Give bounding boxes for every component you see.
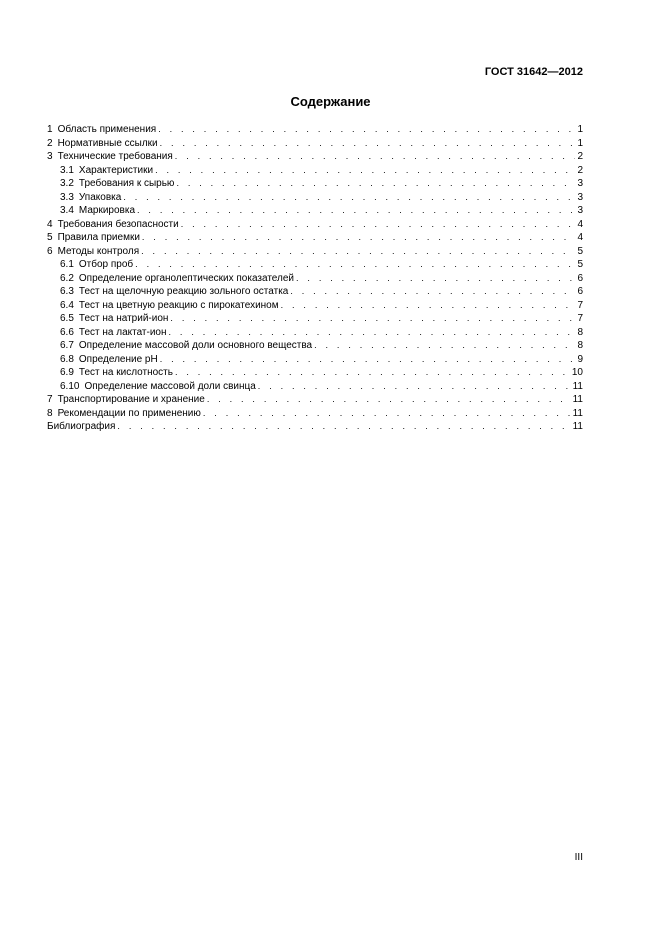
toc-entry-label: Область применения	[57, 124, 157, 135]
toc-entry[interactable]	[47, 245, 583, 259]
toc-entry-page: 11	[572, 394, 583, 405]
toc-entry[interactable]	[47, 339, 583, 353]
toc-entry-label: Тест на натрий-ион	[78, 313, 169, 324]
toc-entry-label: Упаковка	[78, 191, 122, 203]
toc-entry-page: 7	[577, 299, 583, 311]
toc-entry-number: 6.3	[60, 286, 74, 297]
toc-entry-number: 6	[47, 245, 53, 257]
toc-entry-page: 6	[577, 286, 583, 297]
toc-dot-leader	[203, 407, 571, 421]
toc-entry-number: 6.2	[60, 272, 74, 284]
toc-dot-leader	[181, 218, 576, 232]
toc-entry-page: 1	[577, 137, 583, 149]
toc-dot-leader	[296, 272, 575, 286]
toc-entry-number: 3.1	[60, 164, 74, 176]
toc-dot-leader	[117, 420, 570, 434]
toc-entry-page: 4	[577, 232, 583, 243]
toc-entry-number: 6.1	[60, 259, 74, 270]
toc-entry[interactable]	[47, 123, 583, 137]
toc-entry[interactable]	[47, 150, 583, 164]
toc-entry[interactable]	[47, 231, 583, 245]
table-of-contents	[47, 123, 583, 434]
toc-entry-page: 11	[572, 421, 583, 432]
toc-entry-number: 6.10	[60, 380, 80, 392]
toc-entry[interactable]	[47, 420, 583, 434]
toc-entry-number: 6.7	[60, 340, 74, 351]
toc-dot-leader	[290, 285, 575, 299]
toc-dot-leader	[142, 231, 576, 245]
toc-entry-page: 2	[577, 151, 583, 162]
toc-dot-leader	[155, 164, 575, 178]
toc-dot-leader	[176, 177, 575, 191]
toc-entry-number: 6.5	[60, 313, 74, 324]
toc-entry-page: 8	[577, 326, 583, 338]
toc-entry-label: Характеристики	[78, 164, 154, 176]
toc-entry-number: 4	[47, 218, 53, 230]
toc-dot-leader	[169, 326, 576, 340]
toc-entry[interactable]	[47, 299, 583, 313]
toc-dot-leader	[123, 191, 575, 205]
toc-entry[interactable]	[47, 258, 583, 272]
toc-entry[interactable]	[47, 191, 583, 205]
toc-title: Содержание	[290, 94, 371, 109]
toc-entry-label: Нормативные ссылки	[57, 137, 158, 149]
toc-entry-number: 6.9	[60, 367, 74, 378]
toc-entry[interactable]	[47, 164, 583, 178]
toc-entry-label: Определение массовой доли основного вещества	[78, 340, 313, 351]
toc-entry-page: 9	[577, 353, 583, 365]
toc-entry-number: 6.4	[60, 299, 74, 311]
toc-entry-page: 10	[571, 367, 583, 378]
page-number: III	[574, 852, 583, 863]
toc-entry[interactable]	[47, 177, 583, 191]
toc-entry-label: Транспортирование и хранение	[57, 394, 205, 405]
toc-entry-label: Отбор проб	[78, 259, 134, 270]
document-standard-code: ГОСТ 31642—2012	[484, 66, 583, 78]
toc-entry[interactable]	[47, 204, 583, 218]
toc-entry-number: 3	[47, 151, 53, 162]
toc-dot-leader	[175, 366, 570, 380]
toc-entry-page: 3	[577, 178, 583, 189]
toc-entry-page: 5	[577, 245, 583, 257]
toc-entry-label: Определение pH	[78, 353, 158, 365]
toc-dot-leader	[258, 380, 571, 394]
toc-entry-label: Методы контроля	[57, 245, 140, 257]
toc-entry-number: 3.4	[60, 205, 74, 216]
toc-entry[interactable]	[47, 137, 583, 151]
toc-dot-leader	[314, 339, 575, 353]
toc-entry-label: Требования безопасности	[57, 218, 179, 230]
toc-dot-leader	[207, 393, 571, 407]
toc-entry[interactable]	[47, 393, 583, 407]
toc-entry-number: 3.2	[60, 178, 74, 189]
toc-dot-leader	[175, 150, 576, 164]
toc-entry-page: 3	[577, 191, 583, 203]
toc-dot-leader	[170, 312, 575, 326]
toc-entry[interactable]	[47, 285, 583, 299]
toc-entry-label: Рекомендации по применению	[57, 407, 201, 419]
toc-dot-leader	[281, 299, 576, 313]
toc-entry-page: 8	[577, 340, 583, 351]
toc-entry-label: Требования к сырью	[78, 178, 175, 189]
toc-entry-page: 3	[577, 205, 583, 216]
toc-entry[interactable]	[47, 312, 583, 326]
toc-entry-number: 6.8	[60, 353, 74, 365]
toc-entry-page: 4	[577, 218, 583, 230]
toc-entry[interactable]	[47, 326, 583, 340]
toc-entry[interactable]	[47, 366, 583, 380]
toc-entry-label: Тест на щелочную реакцию зольного остатка	[78, 286, 289, 297]
toc-dot-leader	[158, 123, 575, 137]
toc-entry-label: Библиография	[47, 421, 116, 432]
toc-entry-label: Определение массовой доли свинца	[84, 380, 256, 392]
toc-dot-leader	[141, 245, 575, 259]
toc-entry-label: Правила приемки	[57, 232, 140, 243]
toc-dot-leader	[160, 137, 576, 151]
toc-entry-label: Определение органолептических показателей	[78, 272, 295, 284]
toc-entry[interactable]	[47, 353, 583, 367]
toc-entry[interactable]	[47, 218, 583, 232]
toc-entry-page: 2	[577, 164, 583, 176]
toc-entry-page: 11	[572, 380, 583, 392]
toc-dot-leader	[137, 204, 575, 218]
toc-entry-label: Тест на цветную реакцию с пирокатехином	[78, 299, 279, 311]
toc-entry-number: 1	[47, 124, 53, 135]
toc-entry-number: 2	[47, 137, 53, 149]
toc-entry-page: 5	[577, 259, 583, 270]
toc-entry-label: Маркировка	[78, 205, 136, 216]
toc-entry-label: Тест на кислотность	[78, 367, 173, 378]
toc-dot-leader	[160, 353, 576, 367]
toc-entry[interactable]	[47, 407, 583, 421]
toc-entry-label: Тест на лактат-ион	[78, 326, 167, 338]
toc-entry-label: Технические требования	[57, 151, 173, 162]
toc-entry[interactable]	[47, 272, 583, 286]
toc-entry-number: 5	[47, 232, 53, 243]
toc-entry-page: 1	[577, 124, 583, 135]
toc-entry-page: 6	[577, 272, 583, 284]
toc-dot-leader	[135, 258, 575, 272]
toc-entry-number: 7	[47, 394, 53, 405]
toc-entry-number: 6.6	[60, 326, 74, 338]
toc-entry-number: 3.3	[60, 191, 74, 203]
toc-entry-page: 11	[572, 407, 583, 419]
toc-entry-page: 7	[577, 313, 583, 324]
toc-entry-number: 8	[47, 407, 53, 419]
toc-entry[interactable]	[47, 380, 583, 394]
